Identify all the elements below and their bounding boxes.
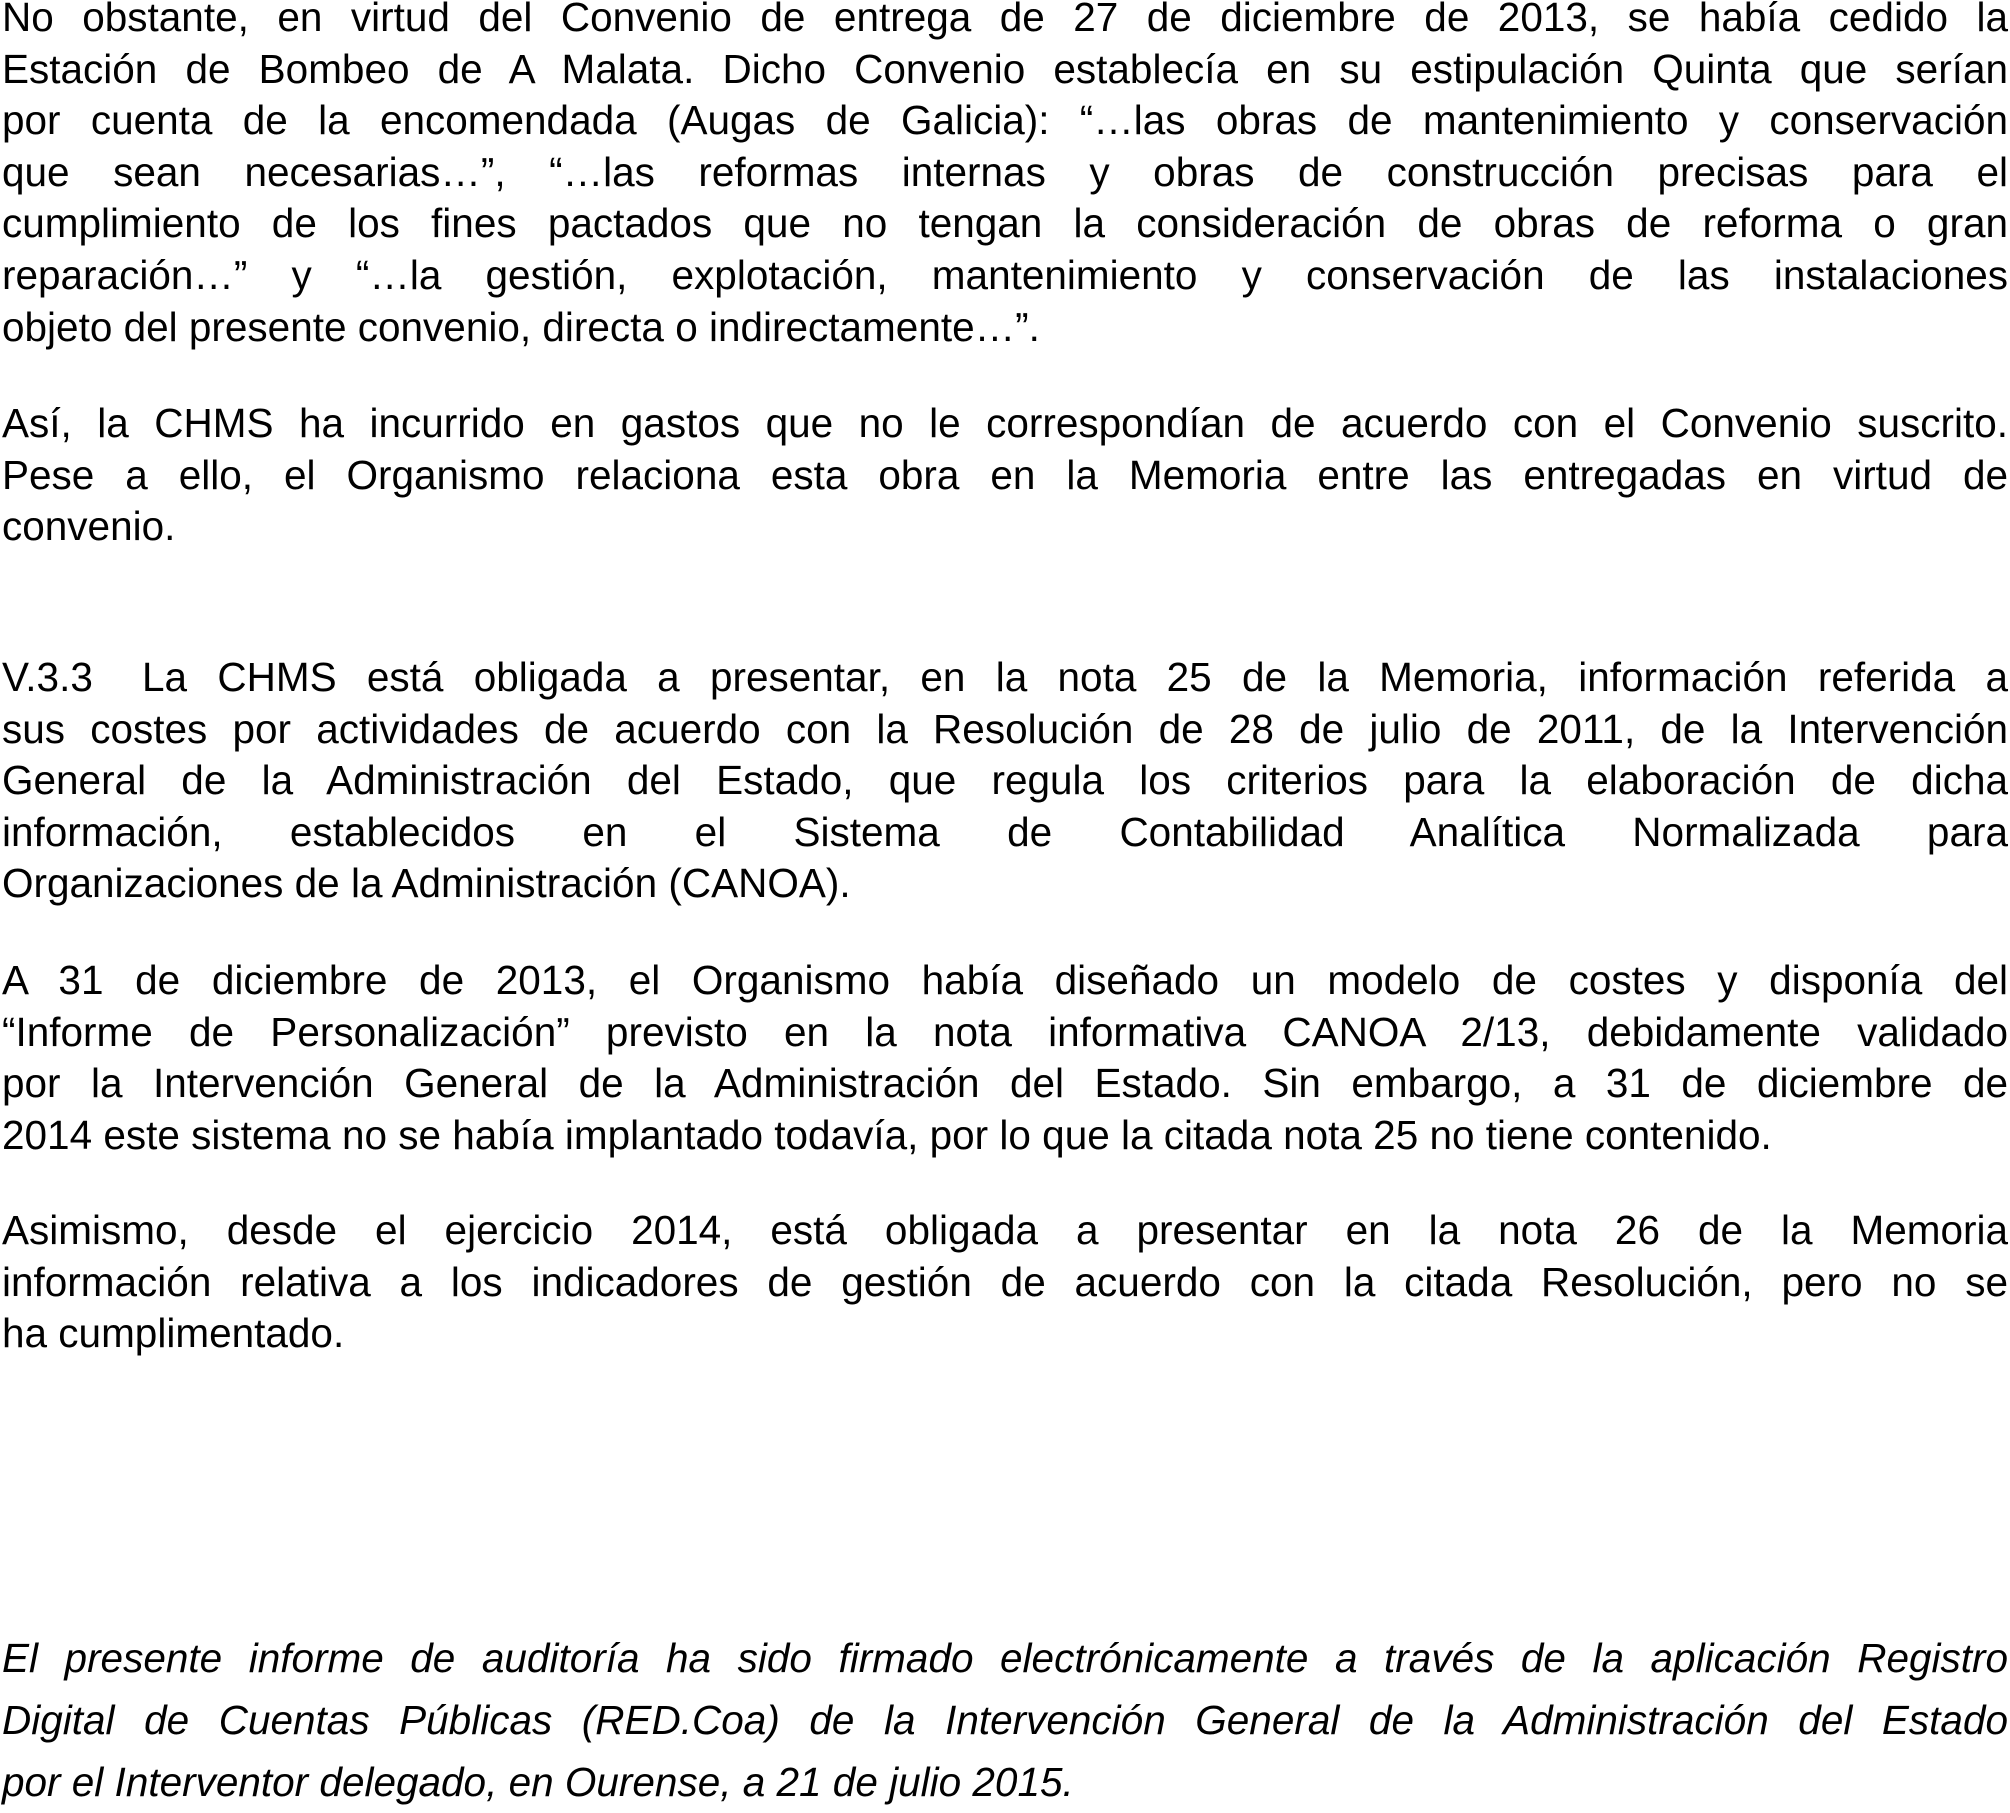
paragraph-modelo-costes (2, 955, 2008, 1161)
text-line: por la Intervención General de la Administración del Estado. Sin embargo, a 31 de diciembre de (2, 1060, 2008, 1107)
text-line (2, 652, 2008, 704)
paragraph-convenio-entrega (2, 0, 2008, 353)
footer-line: por el Interventor delegado, en Ourense, a 21 de julio 2015. (2, 1759, 1074, 1805)
paragraph-section-v33 (2, 652, 2008, 910)
text-line: General de la Administración del Estado, que regula los criterios para la elaboración de dicha (2, 757, 2008, 804)
text-line: objeto del presente convenio, directa o indirectamente…”. (2, 303, 1040, 350)
text-line: ha cumplimentado. (2, 1310, 345, 1357)
paragraph-indicadores (2, 1205, 2008, 1360)
footer-line: Digital de Cuentas Públicas (RED.Coa) de la Intervención General de la Administración del Estado (2, 1697, 2008, 1743)
text-line: Estación de Bombeo de A Malata. Dicho Convenio establecía en su estipulación Quinta que serían (2, 45, 2008, 92)
text-line: reparación…” y “…la gestión, explotación, mantenimiento y conservación de las instalaciones (2, 251, 2008, 298)
section-first-line: La CHMS está obligada a presentar, en la nota 25 de la Memoria, información referida a (142, 654, 2008, 700)
text-line: Así, la CHMS ha incurrido en gastos que no le correspondían de acuerdo con el Convenio suscrito. (2, 400, 2008, 446)
text-line: Asimismo, desde el ejercicio 2014, está obligada a presentar en la nota 26 de la Memoria (2, 1207, 2008, 1253)
text-line: Organizaciones de la Administración (CANOA). (2, 860, 851, 907)
text-line: A 31 de diciembre de 2013, el Organismo había diseñado un modelo de costes y disponía del (2, 957, 2008, 1003)
text-line: información relativa a los indicadores de gestión de acuerdo con la citada Resolución, pero no se (2, 1258, 2008, 1305)
section-number: V.3.3 (2, 654, 93, 700)
footer-line: El presente informe de auditoría ha sido firmado electrónicamente a través de la aplicación Registro (2, 1635, 2008, 1681)
text-line: por cuenta de la encomendada (Augas de Galicia): “…las obras de mantenimiento y conservación (2, 97, 2008, 144)
text-line: Pese a ello, el Organismo relaciona esta obra en la Memoria entre las entregadas en virtud de (2, 451, 2008, 498)
text-line: convenio. (2, 503, 176, 550)
text-line: cumplimiento de los fines pactados que no tengan la consideración de obras de reforma o gran (2, 200, 2008, 247)
text-line: información, establecidos en el Sistema de Contabilidad Analítica Normalizada para (2, 808, 2008, 855)
text-line: que sean necesarias…”, “…las reformas internas y obras de construcción precisas para el (2, 148, 2008, 195)
text-line: sus costes por actividades de acuerdo con la Resolución de 28 de julio de 2011, de la Intervención (2, 705, 2008, 752)
paragraph-gastos-chms (2, 398, 2008, 553)
signature-note (2, 1627, 2008, 1813)
text-line: 2014 este sistema no se había implantado todavía, por lo que la citada nota 25 no tiene contenido. (2, 1111, 1772, 1158)
text-line: “Informe de Personalización” previsto en la nota informativa CANOA 2/13, debidamente validado (2, 1008, 2008, 1055)
text-line: No obstante, en virtud del Convenio de entrega de 27 de diciembre de 2013, se había cedido la (2, 0, 2008, 40)
